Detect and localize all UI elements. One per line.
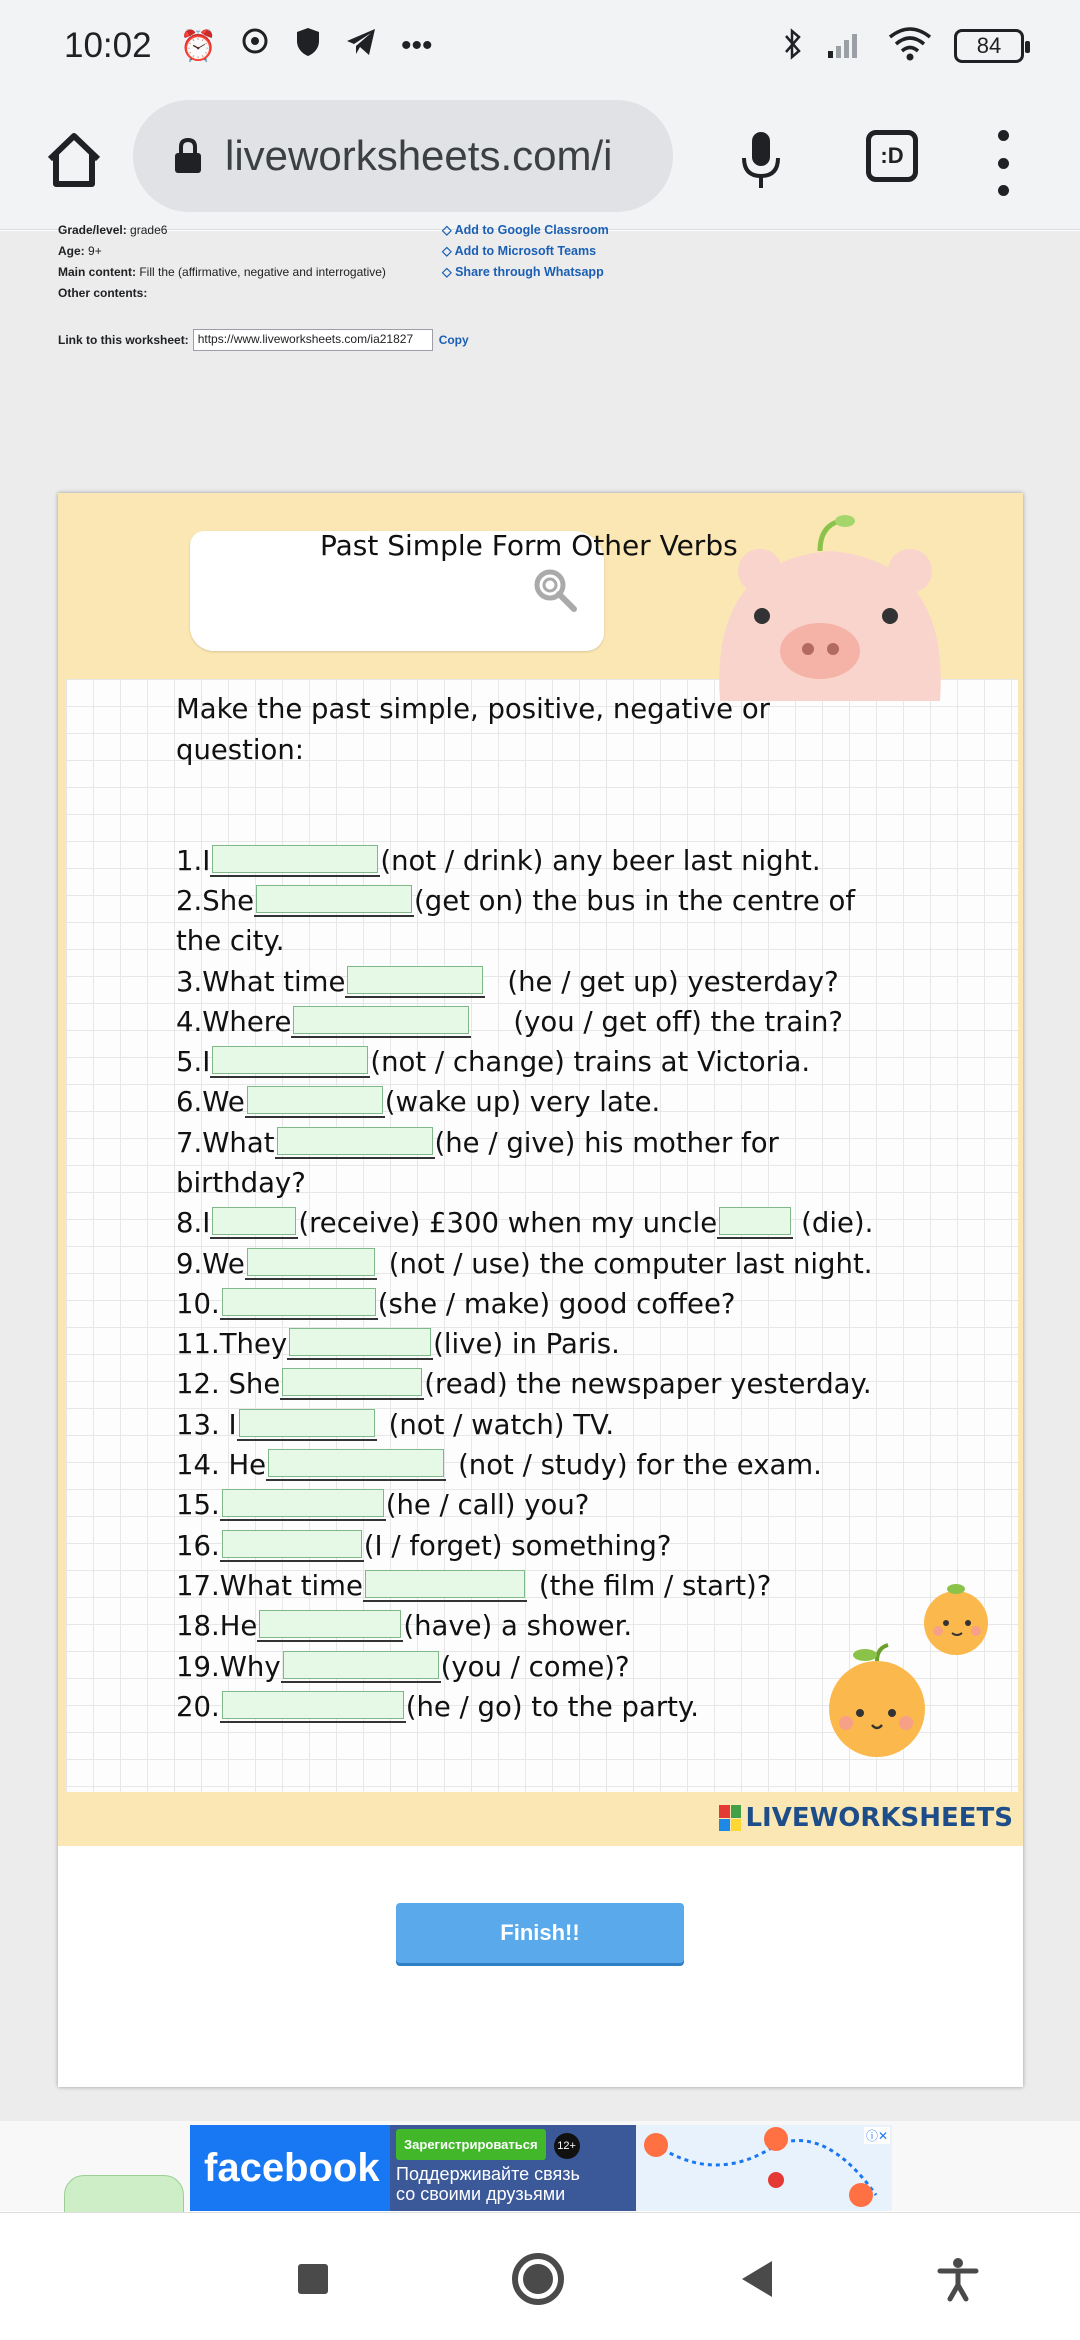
answer-input-2[interactable]: [256, 885, 412, 913]
question-text: 5.I: [176, 1046, 211, 1078]
question-2: [176, 881, 855, 921]
grade-value: grade6: [130, 223, 168, 237]
copy-link[interactable]: Copy: [438, 333, 469, 347]
question-18: [176, 1606, 632, 1646]
question-text: 11.They: [176, 1328, 288, 1360]
question-text: (she / make) good coffee?: [377, 1288, 736, 1320]
answer-input-4[interactable]: [293, 1006, 469, 1034]
answer-input-19[interactable]: [283, 1651, 439, 1679]
worksheet-link-row: [58, 329, 469, 351]
answer-input-15[interactable]: [222, 1489, 384, 1517]
question-4: [176, 1002, 843, 1042]
more-dots-icon: •••: [400, 29, 433, 62]
answer-blank[interactable]: [220, 1689, 406, 1723]
question-text: 6.We: [176, 1086, 245, 1118]
status-bar: [0, 0, 1080, 92]
telegram-icon: [345, 27, 377, 65]
answer-blank[interactable]: [257, 1608, 403, 1642]
instructions-line-1: Make the past simple, positive, negative or: [176, 693, 770, 725]
ad-side-decoration: [64, 2175, 184, 2215]
question-text: (not / study) for the exam.: [458, 1449, 822, 1481]
question-text: (he / go) to the party.: [405, 1691, 700, 1723]
question-text: 8.I: [176, 1207, 211, 1239]
magnifier-icon: [532, 567, 578, 613]
friends-map-icon: [636, 2125, 886, 2211]
ad-map-graphic: [636, 2125, 892, 2211]
link-label: Link to this worksheet:: [58, 333, 189, 347]
question-text: (receive) £300 when my uncle: [298, 1207, 718, 1239]
answer-blank[interactable]: [210, 1205, 298, 1239]
answer-blank[interactable]: [210, 843, 380, 877]
answer-input-14[interactable]: [268, 1449, 444, 1477]
answer-blank[interactable]: [210, 1044, 370, 1078]
question-text: (he / call) you?: [385, 1489, 590, 1521]
question-text: 20.: [176, 1691, 220, 1723]
question-text: 19.Why: [176, 1651, 281, 1683]
question-text: (wake up) very late.: [384, 1086, 661, 1118]
accessibility-icon[interactable]: [936, 2257, 980, 2301]
question-11: [176, 1324, 620, 1364]
home-button[interactable]: [36, 122, 112, 198]
orange-fruit-icon: [818, 1643, 936, 1761]
menu-dot: [998, 185, 1009, 196]
answer-input-18[interactable]: [259, 1610, 401, 1638]
back-icon[interactable]: [742, 2261, 772, 2297]
ad-close-icon[interactable]: ⓘ✕: [865, 2129, 888, 2143]
facebook-ad-banner[interactable]: [190, 2125, 892, 2211]
answer-blank[interactable]: [291, 1004, 471, 1038]
system-icons: [782, 27, 1024, 66]
worksheet-meta: [58, 223, 386, 304]
address-bar[interactable]: [133, 100, 673, 212]
menu-dot: [998, 130, 1009, 141]
question-text: (you / get off) the train?: [513, 1006, 844, 1038]
answer-input-8b[interactable]: [719, 1207, 791, 1235]
question-text: 13. I: [176, 1409, 237, 1441]
question-text: (live) in Paris.: [433, 1328, 620, 1360]
question-text: (get on) the bus in the centre of: [414, 885, 856, 917]
home-nav-icon[interactable]: [512, 2253, 564, 2305]
tab-switcher-button[interactable]: :D: [866, 130, 918, 182]
answer-blank[interactable]: [245, 1246, 377, 1280]
bluetooth-icon: [782, 27, 804, 66]
home-icon: [44, 131, 104, 189]
signal-icon: [826, 29, 866, 64]
status-time: 10:02: [64, 26, 152, 65]
microsoft-teams-link[interactable]: ◇ Add to Microsoft Teams: [442, 244, 597, 258]
answer-input-12[interactable]: [282, 1368, 422, 1396]
other-contents-label: Other contents:: [58, 286, 148, 300]
question-text: 18.He: [176, 1610, 258, 1642]
answer-blank[interactable]: [254, 883, 414, 917]
home-nav-dot: [523, 2264, 553, 2294]
question-10: [176, 1284, 736, 1324]
answer-blank[interactable]: [245, 1084, 385, 1118]
system-navigation-bar: [0, 2212, 1080, 2340]
question-text: 7.What: [176, 1127, 275, 1159]
main-content-label: Main content:: [58, 265, 136, 279]
wifi-icon: [888, 27, 932, 66]
question-text: 15.: [176, 1489, 220, 1521]
answer-input-8a[interactable]: [212, 1207, 296, 1235]
alarm-icon: ⏰: [179, 29, 217, 63]
question-9: [176, 1244, 872, 1284]
question-text: (die).: [801, 1207, 874, 1239]
answer-input-16[interactable]: [222, 1530, 362, 1558]
liveworksheets-logo: [719, 1803, 1013, 1833]
answer-blank[interactable]: [345, 964, 485, 998]
question-16: [176, 1526, 671, 1566]
question-1: [176, 841, 821, 881]
shield-icon: [295, 27, 321, 65]
question-text: 3.What time: [176, 966, 346, 998]
question-6: [176, 1082, 660, 1122]
question-text: (you / come)?: [440, 1651, 630, 1683]
question-text: 2.She: [176, 885, 255, 917]
question-text: (not / drink) any beer last night.: [380, 845, 821, 877]
question-text: 1.I: [176, 845, 211, 877]
google-classroom-link[interactable]: ◇ Add to Google Classroom: [442, 223, 609, 237]
question-text: 4.Where: [176, 1006, 292, 1038]
question-text: (not / use) the computer last night.: [388, 1248, 873, 1280]
answer-input-20[interactable]: [222, 1691, 404, 1719]
page-content: [0, 223, 1080, 2121]
answer-blank[interactable]: [287, 1326, 433, 1360]
question-20: [176, 1687, 699, 1727]
answer-input-3[interactable]: [347, 966, 483, 994]
notification-icons: [180, 27, 433, 65]
answer-blank[interactable]: [281, 1649, 441, 1683]
age-label: Age:: [58, 244, 85, 258]
question-17: [176, 1566, 771, 1606]
question-5: [176, 1042, 810, 1082]
microsoft-teams-link-text[interactable]: Add to Microsoft Teams: [454, 244, 597, 258]
answer-blank[interactable]: [220, 1528, 364, 1562]
question-text: 12. She: [176, 1368, 281, 1400]
ad-text-line-1: Поддерживайте связь: [396, 2164, 580, 2184]
question-7: [176, 1123, 779, 1163]
question-text: 17.What time: [176, 1570, 363, 1602]
whatsapp-share-link-text[interactable]: Share through Whatsapp: [455, 265, 604, 279]
menu-dot: [998, 158, 1009, 169]
question-text: (have) a shower.: [403, 1610, 633, 1642]
answer-input-6[interactable]: [247, 1086, 383, 1114]
question-text: 9.We: [176, 1248, 245, 1280]
question-14: [176, 1445, 822, 1485]
microphone-icon: [739, 130, 783, 190]
answer-input-11[interactable]: [289, 1328, 431, 1356]
instructions: [176, 689, 770, 771]
age-value: 9+: [88, 244, 102, 258]
url-text[interactable]: liveworksheets.com/i: [225, 132, 613, 179]
recent-apps-icon[interactable]: [298, 2264, 328, 2294]
age-rating-badge: 12+: [554, 2133, 580, 2159]
question-text: 16.: [176, 1530, 220, 1562]
share-links: [442, 223, 609, 283]
answer-input-1[interactable]: [212, 845, 378, 873]
chat-bubble-icon: [241, 27, 271, 65]
worksheet-title: Past Simple Form Other Verbs: [320, 529, 738, 562]
question-text: 10.: [176, 1288, 220, 1320]
battery-icon: 84: [954, 29, 1024, 63]
ad-text-line-2: со своими друзьями: [396, 2184, 566, 2204]
question-text: 14. He: [176, 1449, 267, 1481]
question-text: (not / watch) TV.: [388, 1409, 615, 1441]
main-content-value: Fill the (affirmative, negative and interrogative): [139, 265, 386, 279]
answer-input-10[interactable]: [222, 1288, 376, 1316]
register-button[interactable]: Зарегистрироваться: [396, 2129, 546, 2160]
answer-input-7[interactable]: [277, 1127, 433, 1155]
overflow-menu-button[interactable]: [988, 130, 1018, 196]
ad-content: [390, 2125, 636, 2211]
worksheet-image: [58, 493, 1023, 1846]
pig-illustration-icon: [680, 501, 980, 701]
answer-blank[interactable]: [220, 1487, 386, 1521]
ad-text: [396, 2164, 630, 2204]
instructions-line-2: question:: [176, 734, 305, 766]
question-text: (he / give) his mother for: [434, 1127, 779, 1159]
voice-search-button[interactable]: [730, 122, 792, 198]
question-8: [176, 1203, 873, 1243]
question-text: (the film / start)?: [538, 1570, 772, 1602]
liveworksheets-logo-icon: [719, 1805, 741, 1831]
question-7-cont: [176, 1163, 306, 1203]
question-text: birthday?: [176, 1167, 306, 1199]
brand-name: LIVEWORKSHEETS: [745, 1803, 1013, 1833]
lock-icon: [173, 137, 203, 175]
answer-input-17[interactable]: [365, 1570, 525, 1598]
answer-input-13[interactable]: [239, 1409, 375, 1437]
answer-input-9[interactable]: [247, 1248, 375, 1276]
worksheet-link-field[interactable]: https://www.liveworksheets.com/ia21827: [193, 329, 433, 351]
answer-blank[interactable]: [237, 1407, 377, 1441]
question-text: (he / get up) yesterday?: [507, 966, 839, 998]
answer-input-5[interactable]: [212, 1046, 368, 1074]
question-3: [176, 962, 839, 1002]
answer-blank[interactable]: [717, 1205, 793, 1239]
facebook-logo: facebook: [204, 2145, 380, 2190]
answer-blank[interactable]: [275, 1125, 435, 1159]
question-12: [176, 1364, 872, 1404]
answer-blank[interactable]: [220, 1286, 378, 1320]
answer-blank[interactable]: [363, 1568, 527, 1602]
question-text: (not / change) trains at Victoria.: [370, 1046, 811, 1078]
question-2-cont: [176, 921, 285, 961]
whatsapp-share-link[interactable]: ◇ Share through Whatsapp: [442, 265, 604, 279]
browser-toolbar: [0, 92, 1080, 230]
worksheet-card: [58, 493, 1023, 2087]
question-text: (I / forget) something?: [363, 1530, 672, 1562]
question-19: [176, 1647, 630, 1687]
google-classroom-link-text[interactable]: Add to Google Classroom: [454, 223, 609, 237]
grade-label: Grade/level:: [58, 223, 127, 237]
answer-blank[interactable]: [280, 1366, 424, 1400]
question-13: [176, 1405, 614, 1445]
answer-blank[interactable]: [266, 1447, 446, 1481]
question-15: [176, 1485, 589, 1525]
question-text: the city.: [176, 925, 285, 957]
finish-button[interactable]: Finish!!: [396, 1903, 684, 1963]
question-text: (read) the newspaper yesterday.: [424, 1368, 872, 1400]
